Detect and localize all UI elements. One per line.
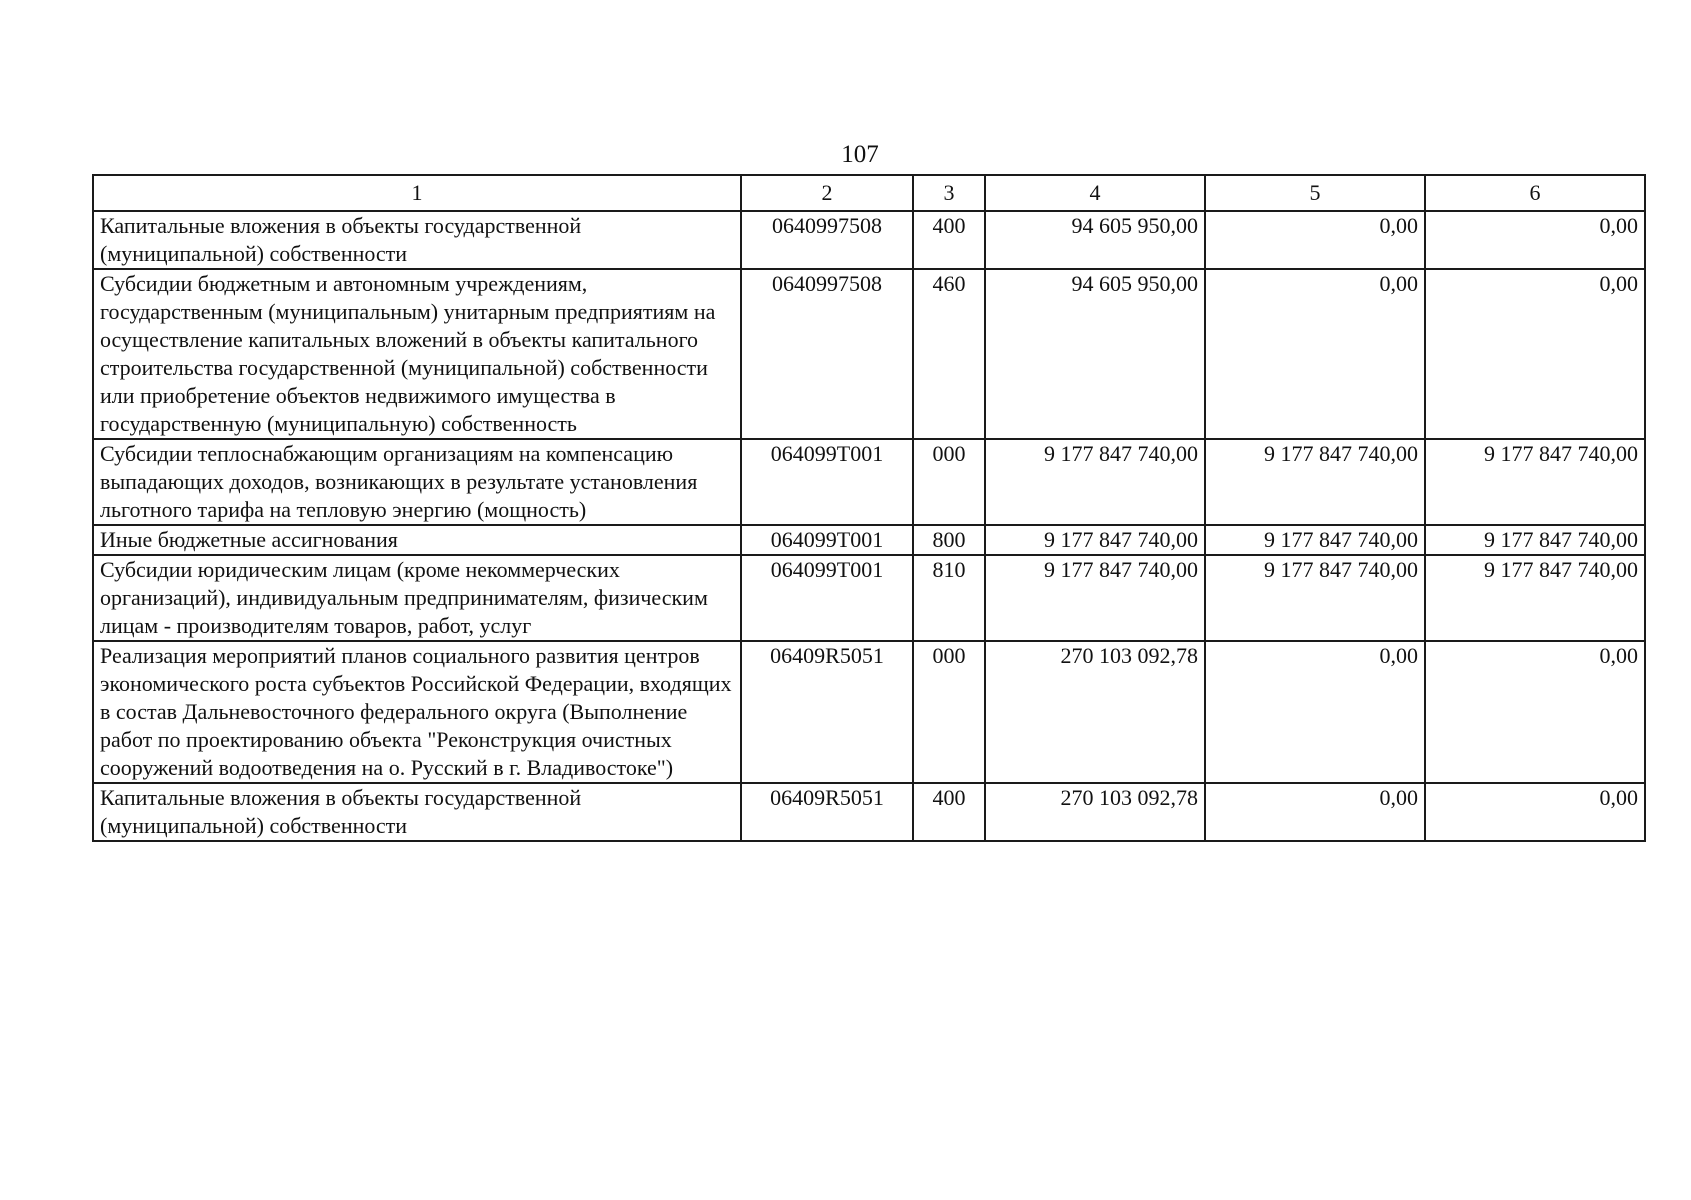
- column-header-1: 1: [93, 175, 741, 211]
- row-csr-code: 0640997508: [741, 211, 913, 269]
- page-number: 107: [841, 141, 879, 168]
- row-amount-col5: 9 177 847 740,00: [1205, 525, 1425, 555]
- row-amount-col5: 0,00: [1205, 211, 1425, 269]
- column-header-4: 4: [985, 175, 1205, 211]
- row-amount-col4: 94 605 950,00: [985, 269, 1205, 439]
- row-amount-col4: 94 605 950,00: [985, 211, 1205, 269]
- row-amount-col4: 9 177 847 740,00: [985, 439, 1205, 525]
- row-amount-col6: 0,00: [1425, 269, 1645, 439]
- table-row: [93, 439, 1645, 525]
- table-row: [93, 783, 1645, 841]
- table-row: [93, 211, 1645, 269]
- table-row: [93, 269, 1645, 439]
- row-vr-code: 800: [913, 525, 985, 555]
- table-row: [93, 555, 1645, 641]
- row-name: Иные бюджетные ассигнования: [93, 525, 741, 555]
- row-amount-col5: 0,00: [1205, 783, 1425, 841]
- row-name: Субсидии юридическим лицам (кроме некоммерческих организаций), индивидуальным предпринимателям, физическим лицам - производителям товаров, работ, услуг: [93, 555, 741, 641]
- row-name: Капитальные вложения в объекты государственной (муниципальной) собственности: [93, 211, 741, 269]
- row-csr-code: 06409R5051: [741, 641, 913, 783]
- table-row: [93, 641, 1645, 783]
- header-row: [93, 175, 1645, 211]
- row-amount-col4: 270 103 092,78: [985, 641, 1205, 783]
- row-vr-code: 810: [913, 555, 985, 641]
- row-amount-col6: 0,00: [1425, 211, 1645, 269]
- column-header-2: 2: [741, 175, 913, 211]
- row-amount-col4: 9 177 847 740,00: [985, 525, 1205, 555]
- row-name: Реализация мероприятий планов социального развития центров экономического роста субъектов Российской Федерации, входящих в состав Дальневосточного федерального округа (Выполнение работ по проектированию объекта "Реконструкция очистных сооружений водоотведения на о. Русский в г. Владивостоке"): [93, 641, 741, 783]
- row-amount-col5: 0,00: [1205, 641, 1425, 783]
- column-header-6: 6: [1425, 175, 1645, 211]
- row-vr-code: 000: [913, 641, 985, 783]
- row-vr-code: 000: [913, 439, 985, 525]
- row-name: Капитальные вложения в объекты государственной (муниципальной) собственности: [93, 783, 741, 841]
- row-amount-col5: 0,00: [1205, 269, 1425, 439]
- row-csr-code: 064099Т001: [741, 439, 913, 525]
- row-vr-code: 400: [913, 211, 985, 269]
- row-vr-code: 460: [913, 269, 985, 439]
- row-name: Субсидии теплоснабжающим организациям на компенсацию выпадающих доходов, возникающих в результате установления льготного тарифа на тепловую энергию (мощность): [93, 439, 741, 525]
- row-amount-col4: 270 103 092,78: [985, 783, 1205, 841]
- row-csr-code: 064099Т001: [741, 525, 913, 555]
- row-amount-col4: 9 177 847 740,00: [985, 555, 1205, 641]
- row-amount-col5: 9 177 847 740,00: [1205, 555, 1425, 641]
- column-header-3: 3: [913, 175, 985, 211]
- budget-table: [92, 174, 1646, 842]
- row-csr-code: 0640997508: [741, 269, 913, 439]
- row-csr-code: 06409R5051: [741, 783, 913, 841]
- table-row: [93, 525, 1645, 555]
- row-amount-col6: 9 177 847 740,00: [1425, 439, 1645, 525]
- row-amount-col6: 0,00: [1425, 783, 1645, 841]
- row-amount-col6: 9 177 847 740,00: [1425, 525, 1645, 555]
- row-name: Субсидии бюджетным и автономным учреждениям, государственным (муниципальным) унитарным предприятиям на осуществление капитальных вложений в объекты капитального строительства государственной (муниципальной) собственности или приобретение объектов недвижимого имущества в государственную (муниципальную) собственность: [93, 269, 741, 439]
- column-header-5: 5: [1205, 175, 1425, 211]
- row-vr-code: 400: [913, 783, 985, 841]
- row-amount-col6: 9 177 847 740,00: [1425, 555, 1645, 641]
- row-amount-col6: 0,00: [1425, 641, 1645, 783]
- row-csr-code: 064099Т001: [741, 555, 913, 641]
- row-amount-col5: 9 177 847 740,00: [1205, 439, 1425, 525]
